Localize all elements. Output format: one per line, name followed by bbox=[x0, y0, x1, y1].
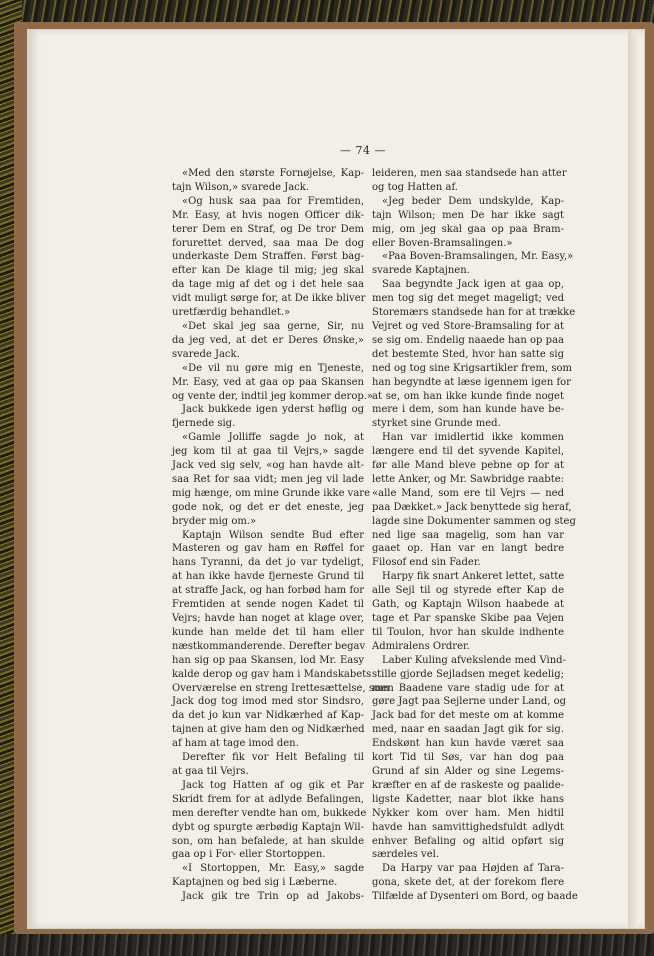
text-line: at gaa til Vejrs. bbox=[172, 765, 249, 777]
text-line: gaa op i For- eller Stortoppen. bbox=[172, 849, 326, 861]
text-line: Jack gik tre Trin op ad Jakobs- bbox=[182, 891, 364, 903]
text-line: se sig om. Endelig naaede han op paa bbox=[372, 334, 564, 346]
text-line: Grund af sin Alder og sine Legems- bbox=[372, 765, 564, 777]
text-line: eller Boven-Bramsalingen.» bbox=[372, 237, 513, 249]
text-line: terer Dem en Straf, og De tror Dem bbox=[172, 223, 364, 235]
text-line: underkaste Dem Straffen. Først bag- bbox=[172, 251, 364, 263]
text-line: mere i dem, som han kunde have be- bbox=[372, 404, 564, 416]
text-line: særdeles vel. bbox=[372, 849, 440, 861]
text-line: kræfter en af de raskeste og paalide- bbox=[372, 779, 564, 791]
text-line: «Det skal jeg saa gerne, Sir, nu bbox=[182, 320, 364, 332]
text-line: kalde derop og gav ham i Mandskabets bbox=[172, 668, 372, 680]
text-line: «Paa Boven-Bramsalingen, Mr. Easy,» bbox=[382, 251, 574, 263]
text-line: gøre Jagt paa Sejlerne under Land, og bbox=[372, 696, 567, 708]
page-stack-edge bbox=[628, 30, 638, 928]
text-line: da jeg ved, at det er Deres Ønske,» bbox=[172, 334, 364, 346]
text-line: af ham at tage imod den. bbox=[172, 738, 299, 750]
text-line: Jack bad for det meste om at komme bbox=[372, 710, 564, 722]
text-line: og vente der, indtil jeg kommer derop.» bbox=[172, 390, 374, 402]
text-line: Jack dog tog imod med stor Sindsro, bbox=[172, 696, 364, 708]
text-line: alle Sejl til og styrede efter Kap de bbox=[372, 585, 564, 597]
text-line: Derefter fik vor Helt Befaling til bbox=[182, 752, 364, 764]
text-line: son, om han befalede, at han skulde bbox=[172, 835, 364, 847]
text-line: tage et Par spanske Skibe paa Vejen bbox=[372, 613, 564, 624]
text-line: gona, skete det, at der forekom flere bbox=[372, 877, 564, 889]
text-line: længere end til det syvende Kapitel, bbox=[372, 446, 564, 458]
text-line: hans Tyranni, da det jo var tydeligt, bbox=[172, 557, 364, 569]
text-line: Han var imidlertid ikke kommen bbox=[382, 432, 564, 444]
text-line: Skridt frem for at adlyde Befalingen, bbox=[172, 793, 364, 805]
text-line: da tage mig af det og i det hele saa bbox=[172, 279, 364, 291]
text-line: Gath, og Kaptajn Wilson haabede at bbox=[372, 599, 564, 611]
text-line: Saa begyndte Jack igen at gaa op, bbox=[382, 279, 564, 291]
text-line: ligste Kadetter, naar blot ikke hans bbox=[372, 793, 564, 805]
text-line: mig hænge, om mine Grunde ikke vare bbox=[172, 487, 370, 499]
text-line: Vejret og ved Store-Bramsaling for at bbox=[372, 320, 564, 332]
text-line: Overværelse en streng Irettesættelse, som bbox=[172, 682, 390, 694]
text-column-left bbox=[172, 167, 390, 904]
text-line: han begyndte at læse igennem igen for bbox=[372, 376, 571, 388]
text-line: Endskønt han kun havde været saa bbox=[372, 738, 564, 750]
text-line: Nykker kom over ham. Men hidtil bbox=[372, 807, 564, 819]
text-line: Mr. Easy, ved at gaa op paa Skansen bbox=[172, 376, 364, 388]
text-line: havde han samvittighedsfuldt adlydt bbox=[372, 821, 564, 833]
text-line: «alle Mand, som ere til Vejrs — ned bbox=[372, 487, 564, 499]
text-line: men Baadene vare stadig ude for at bbox=[372, 682, 564, 694]
text-line: tajn Wilson,» svarede Jack. bbox=[172, 181, 310, 193]
text-line: Fremtiden at sende nogen Kadet til bbox=[172, 599, 364, 611]
text-line: det bestemte Sted, hvor han satte sig bbox=[372, 348, 564, 360]
text-line: tajnen at give ham den og Nidkærhed bbox=[172, 724, 365, 736]
text-line: gaaet op. Han var en langt bedre bbox=[372, 543, 564, 555]
text-line: at han ikke havde fjerneste Grund til bbox=[172, 571, 364, 583]
text-line: «Jeg beder Dem undskylde, Kap- bbox=[382, 195, 564, 207]
text-line: Admiralens Ordrer. bbox=[372, 640, 470, 652]
text-line: Mr. Easy, at hvis nogen Officer dik- bbox=[172, 209, 364, 221]
text-line: med, naar en saadan Jagt gik for sig. bbox=[372, 724, 564, 736]
text-line: da det jo kun var Nidkærhed af Kap- bbox=[172, 710, 364, 722]
text-line: Tilfælde af Dysenteri om Bord, og baade bbox=[372, 891, 578, 903]
text-line: paa Dækket.» Jack benyttede sig heraf, bbox=[372, 501, 572, 513]
text-line: «De vil nu gøre mig en Tjeneste, bbox=[182, 362, 364, 374]
text-line: Kaptajnen og bed sig i Læberne. bbox=[172, 877, 338, 889]
text-line: «Med den største Fornøjelse, Kap- bbox=[182, 168, 364, 179]
text-line: han sig op paa Skansen, lod Mr. Easy bbox=[172, 654, 364, 666]
text-line: lette Anker, og Mr. Sawbridge raabte: bbox=[372, 473, 564, 485]
text-line: styrket sine Grunde med. bbox=[372, 418, 501, 430]
text-line: men tog sig det meget mageligt; ved bbox=[372, 293, 564, 305]
text-line: at straffe Jack, og han forbød ham for bbox=[172, 585, 364, 597]
text-line: Kaptajn Wilson sendte Bud efter bbox=[182, 529, 364, 541]
text-line: dybt og spurgte ærbødig Kaptajn Wil- bbox=[172, 821, 364, 833]
text-line: leideren, men saa standsede han atter bbox=[372, 168, 567, 179]
text-line: lagde sine Dokumenter sammen og steg bbox=[372, 515, 576, 527]
text-line: «Gamle Jolliffe sagde jo nok, at bbox=[182, 432, 364, 444]
page-number: — 74 — bbox=[340, 144, 386, 157]
text-line: Jack tog Hatten af og gik et Par bbox=[182, 779, 364, 791]
text-line: svarede Jack. bbox=[172, 348, 240, 360]
text-line: før alle Mand bleve pebne op for at bbox=[372, 460, 564, 472]
text-line: ned og tog sine Krigsartikler frem, som bbox=[372, 362, 572, 374]
text-line: stille gjorde Sejladsen meget kedelig; bbox=[372, 668, 564, 680]
text-line: og tog Hatten af. bbox=[372, 181, 458, 193]
text-line: fjernede sig. bbox=[172, 418, 236, 430]
text-line: Da Harpy var paa Højden af Tara- bbox=[382, 863, 564, 875]
text-line: Masteren og gav ham en Røffel for bbox=[172, 543, 364, 555]
text-line: efter kan De klage til mig; jeg skal bbox=[172, 265, 364, 277]
text-line: Storemærs standsede han for at trække bbox=[372, 307, 576, 319]
text-line: saa Ret for saa vidt; men jeg vil lade bbox=[172, 473, 364, 485]
text-line: til Toulon, hvor han skulde indhente bbox=[372, 626, 564, 638]
text-line: Jack ved sig selv, «og han havde alt- bbox=[172, 460, 364, 472]
text-line: at se, om han ikke kunde finde noget bbox=[372, 390, 564, 402]
text-line: Filosof end sin Fader. bbox=[372, 557, 481, 569]
text-line: kort Tid til Søs, var han dog paa bbox=[372, 752, 564, 764]
text-line: tajn Wilson; men De har ikke sagt bbox=[372, 209, 564, 221]
text-column-right bbox=[372, 167, 578, 904]
text-line: gode nok, og det er det eneste, jeg bbox=[172, 501, 364, 513]
text-line: enhver Befaling og altid opført sig bbox=[372, 835, 564, 847]
text-line: uretfærdig behandlet.» bbox=[172, 307, 291, 319]
text-line: mig, om jeg skal gaa op paa Bram- bbox=[372, 223, 564, 235]
text-line: svarede Kaptajnen. bbox=[372, 265, 470, 277]
text-line: bryder mig om.» bbox=[172, 515, 257, 527]
text-line: jeg kom til at gaa til Vejrs,» sagde bbox=[172, 446, 364, 458]
text-line: næstkommanderende. Derefter begav bbox=[172, 640, 366, 652]
text-line: «I Stortoppen, Mr. Easy,» sagde bbox=[182, 863, 364, 875]
book-binding-bottom bbox=[0, 934, 654, 956]
text-line: forurettet derved, saa maa De dog bbox=[172, 237, 364, 249]
text-line: Jack bukkede igen yderst høflig og bbox=[182, 404, 364, 416]
text-line: vidt muligt sørge for, at De ikke bliver bbox=[172, 293, 366, 305]
text-line: Laber Kuling afvekslende med Vind- bbox=[382, 654, 566, 666]
text-line: men derefter vendte han om, bukkede bbox=[172, 807, 367, 819]
text-line: ned lige saa magelig, som han var bbox=[372, 529, 564, 541]
text-line: Vejrs; havde han noget at klage over, bbox=[172, 613, 364, 624]
text-line: Harpy fik snart Ankeret lettet, satte bbox=[382, 571, 565, 583]
text-line: kunde han melde det til ham eller bbox=[172, 626, 364, 638]
text-line: «Og husk saa paa for Fremtiden, bbox=[182, 195, 364, 207]
